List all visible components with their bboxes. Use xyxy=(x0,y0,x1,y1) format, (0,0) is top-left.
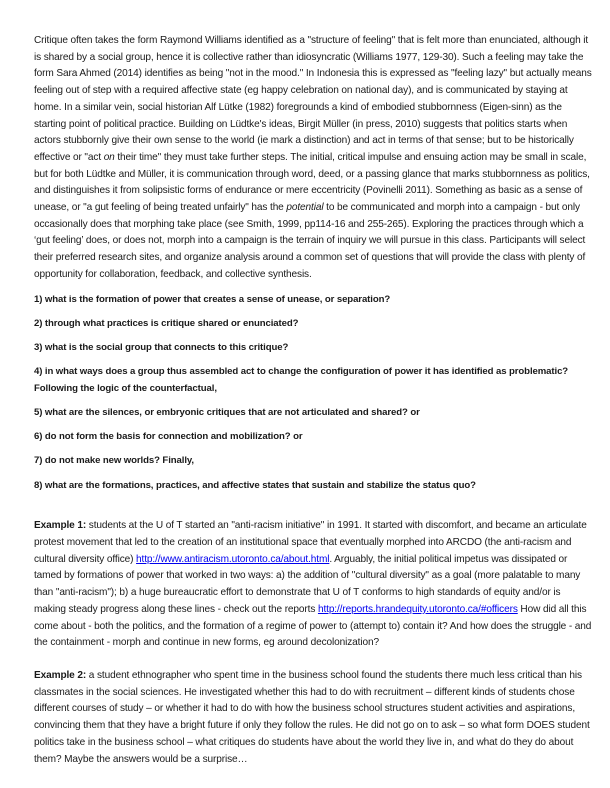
question-item: 2) through what practices is critique shared or enunciated? xyxy=(34,317,299,329)
question-item: 4) in what ways does a group thus assembled act to change the configuration of power it has identified as problematic? Following the logic of the counterfactual, xyxy=(34,366,569,394)
question-item: 5) what are the silences, or embryonic critiques that are not articulated and shared? or xyxy=(34,407,420,419)
example-1-label: Example 1: xyxy=(34,520,87,532)
example-2-label: Example 2: xyxy=(34,670,87,681)
question-item: 3) what is the social group that connects to this critique? xyxy=(34,341,289,353)
example-1-paragraph: Example 1: students at the U of T started an "anti-racism initiative" in 1991. It started with discomfort, and became an articulate protest movement that led to the creation of an institutional space that eventually morphed into ARCDO (the anti-racism and cultural diversity office) http://www.antiracism.utoronto.ca/about.html. Arguably, the initial political impetus was dissipated or tamed by formations of power that worked in two ways: a) the addition of "cultural diversity" as a goal (more palatable to many than "anti-racism"); b) a huge bureaucratic effort to demonstrate that U of T conforms to high standards of equity and/or is making steady progress along these lines - check out the reports http://reports.hrandequity.utoronto.ca/#officers How did all this come about - both the politics, and the formation of a regime of power to (attempt to) contain it? And how does the struggle - and the containment - morph and continue in new forms, eg around decolonization? xyxy=(34,520,592,649)
question-item: 8) what are the formations, practices, and affective states that sustain and stabilize the status quo? xyxy=(34,479,476,491)
antiracism-link[interactable]: http://www.antiracism.utoronto.ca/about.html xyxy=(136,553,330,565)
reports-link[interactable]: http://reports.hrandequity.utoronto.ca/#officers xyxy=(317,603,518,615)
question-item: 1) what is the formation of power that creates a sense of unease, or separation? xyxy=(34,293,391,305)
example-2-paragraph: Example 2: a student ethnographer who spent time in the business school found the students there much less critical than his classmates in the social sciences. He investigated whether this had to do with recruitment – different kinds of students chose different courses of study – or whether it had to do with how the business school structures student activities and aspirations, convincing them that they have a bright future if only they follow the rules. He did not go on to ask – so what form DOES student politics take in the business school – what critiques do students have about the world they live in, and what do they do about them? Maybe the answers would be a surprise… xyxy=(34,670,590,765)
document-page xyxy=(34,33,594,768)
question-item: 6) do not form the basis for connection and mobilization? or xyxy=(34,431,303,443)
question-item: 7) do not make new worlds? Finally, xyxy=(34,455,194,467)
intro-paragraph: Critique often takes the form Raymond Williams identified as a "structure of feeling" that is felt more than enunciated, although it is shared by a social group, hence it is collective rather than idiosyncratic (Williams 1977, 129-30). Such a feeling may take the form Sara Ahmed (2014) identifies as being "not in the mood." In Indonesia this is expressed as "feeling lazy" but actually means feeling out of step with a required affective state (eg happy celebration on national day), and is communicated by staying at home. In a similar vein, social historian Alf Lütke (1982) foregrounds a kind of embodied stubbornness (Eigen-sinn) as the starting point of political practice. Building on Lüdtke's ideas, Birgit Müller (in press, 2010) suggests that politics starts when actors stubbornly give their own sense to the world (ie mark a distinction) and act in terms of that sense; but to be historically effective or "act on their time" they must take further steps. The initial, critical impulse and ensuing action may be small in scale, but for both Lüdtke and Müller, it is communication through word, deed, or a passing glance that marks stubbornness as politics, and distinguishes it from solipsistic forms of endurance or mere eccentricity (Povinelli 2011). Something as basic as a sense of unease, or "a gut feeling of being treated unfairly" has the potential to be communicated and morph into a campaign - but only occasionally does that morphing take place (see Smith, 1999, pp114-16 and 255-265). Exploring the practices through which a ‘gut feeling’ does, or does not, morph into a campaign is the terrain of inquiry we will pursue in this class. Participants will select their preferred research sites, and organize analysis around a common set of questions that will provide the class with plenty of opportunity for collaboration, feedback, and collective synthesis. xyxy=(34,35,592,280)
